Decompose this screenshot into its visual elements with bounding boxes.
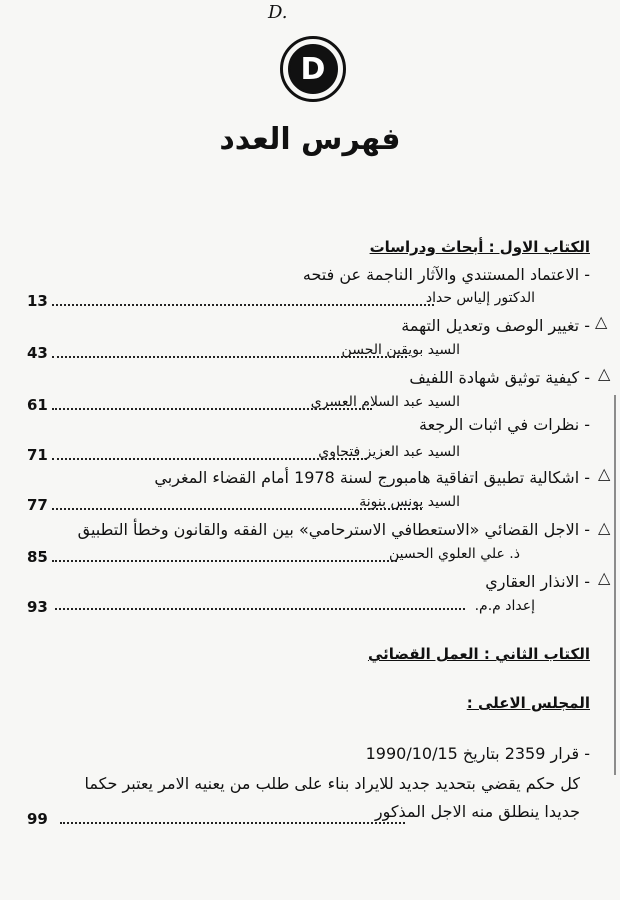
journal-logo	[280, 36, 346, 102]
decision-page: 99	[27, 810, 48, 828]
margin-line	[614, 395, 616, 775]
entry-author: الدكتور إلياس حداد	[425, 290, 535, 306]
entry-page: 43	[27, 344, 48, 362]
decision-summary: كل حكم يقضي بتحديد جديد للايراد بناء على طلب من يعنيه الامر يعتبر حكما	[84, 774, 580, 793]
entry-title: - الانذار العقاري	[485, 572, 590, 591]
leader-dots	[52, 408, 372, 410]
leader-dots	[52, 560, 397, 562]
triangle-mark-icon: △	[598, 364, 611, 383]
leader-dots	[52, 508, 422, 510]
entry-title: - الاعتماد المستندي والآثار الناجمة عن فتحه	[302, 265, 590, 284]
leader-dots	[55, 608, 465, 610]
logo-letter: D	[288, 44, 338, 94]
subsection-heading: المجلس الاعلى :	[466, 694, 590, 712]
entry-title: - نظرات في اثبات الرجعة	[418, 415, 590, 434]
triangle-mark-icon: △	[595, 312, 608, 331]
entry-author: إعداد م.م.	[474, 598, 535, 614]
decision-title: - قرار 2359 بتاريخ 1990/10/15	[365, 744, 590, 763]
leader-dots	[52, 458, 367, 460]
entry-page: 61	[27, 396, 48, 414]
entry-page: 93	[27, 598, 48, 616]
triangle-mark-icon: △	[598, 518, 611, 537]
entry-author: السيد عبد العزيز فتحاوي	[318, 444, 460, 460]
triangle-mark-icon: △	[598, 464, 611, 483]
entry-title: - كيفية توثيق شهادة اللفيف	[409, 368, 590, 387]
entry-title: - تغيير الوصف وتعديل التهمة	[401, 316, 590, 335]
section-heading-book1: الكتاب الاول : أبحاث ودراسات	[369, 238, 590, 256]
entry-title: - الاجل القضائي «الاستعطافي الاسترحامي» بين الفقه والقانون وخطأ التطبيق	[77, 520, 590, 539]
section-heading-book2: الكتاب الثاني : العمل القضائي	[367, 645, 590, 663]
handwritten-mark: D.	[268, 2, 288, 23]
entry-author: ذ. علي العلوي الحسين	[389, 546, 520, 562]
triangle-mark-icon: △	[598, 568, 611, 587]
entry-author: السيد عبد السلام العسري	[310, 394, 460, 410]
entry-author: السيد بويقين الحسن	[341, 342, 460, 358]
entry-page: 13	[27, 292, 48, 310]
leader-dots	[52, 304, 434, 306]
entry-title: - اشكالية تطبيق اتفاقية هامبورج لسنة 1978 أمام القضاء المغربي	[154, 468, 590, 487]
entry-page: 77	[27, 496, 48, 514]
decision-summary-cont: جديدا ينطلق منه الاجل المذكور	[374, 802, 580, 821]
entry-page: 85	[27, 548, 48, 566]
entry-author: السيد يونس بنونة	[359, 494, 460, 510]
page-title: فهرس العدد	[219, 122, 401, 157]
leader-dots	[60, 822, 405, 824]
leader-dots	[52, 356, 407, 358]
entry-page: 71	[27, 446, 48, 464]
